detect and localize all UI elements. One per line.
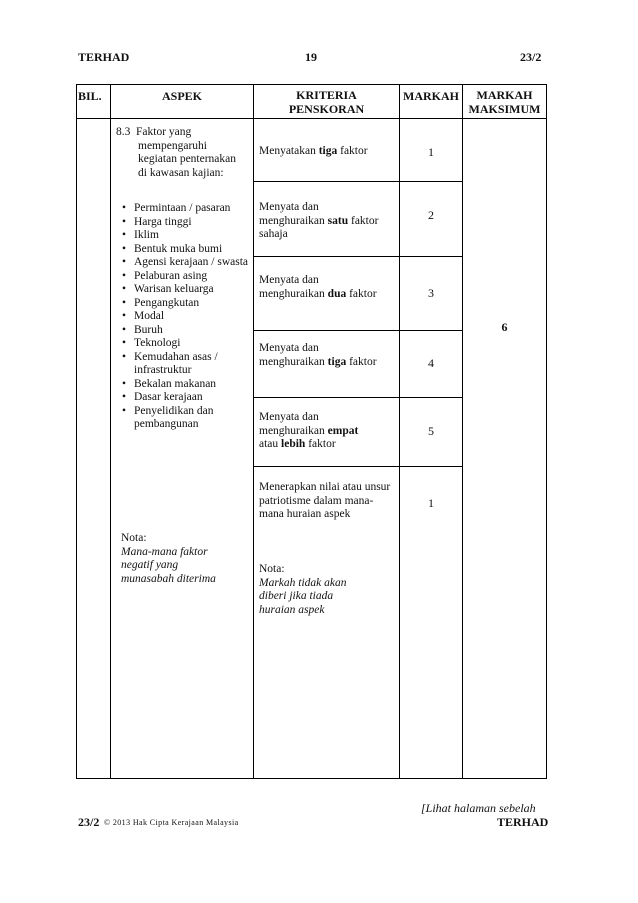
aspek-nota-line: munasabah diterima xyxy=(121,572,216,585)
aspek-title-line: kegiatan penternakan xyxy=(138,153,237,165)
kriteria-nota-line: diberi jika tiada xyxy=(259,590,334,602)
table-border-top xyxy=(76,84,547,85)
th-aspek: ASPEK xyxy=(161,89,202,103)
aspek-title-line: di kawasan kajian: xyxy=(138,166,224,179)
kriteria-nota-line: Markah tidak akan xyxy=(259,576,347,589)
col-divider-markah xyxy=(462,84,463,779)
kriteria-text: faktor xyxy=(346,355,377,368)
list-item: • Kemudahan asas / infrastruktur xyxy=(120,351,250,378)
th-kriteria-line1: KRITERIA xyxy=(296,88,357,102)
footer-lihat: [Lihat halaman sebelah xyxy=(421,801,536,815)
list-item: • Penyelidikan dan pembangunan xyxy=(120,405,250,432)
kriteria-text: Menyata dan menghuraikan xyxy=(259,411,328,437)
list-item: • Pelaburan asing xyxy=(120,270,250,284)
th-markah-maksimum xyxy=(463,88,546,116)
footer-code: 23/2 xyxy=(78,815,100,829)
kriteria-text: Menyata dan menghuraikan xyxy=(259,342,328,368)
table-border-bottom xyxy=(76,778,547,779)
th-bil: BIL. xyxy=(78,89,102,103)
markah-4: 4 xyxy=(428,356,434,370)
kriteria-text: atau xyxy=(259,438,282,450)
list-item: • Agensi kerajaan / swasta xyxy=(120,256,250,270)
kriteria-2 xyxy=(259,201,379,242)
col-divider-aspek xyxy=(253,84,254,779)
table-border-left xyxy=(76,84,77,779)
kriteria-text: faktor xyxy=(346,287,377,300)
markah-3: 3 xyxy=(428,286,434,300)
kriteria-4 xyxy=(259,342,379,369)
list-item: • Harga tinggi xyxy=(120,216,250,230)
kriteria-bold: lebih xyxy=(281,438,306,450)
header-divider xyxy=(76,118,547,119)
list-item: • Iklim xyxy=(120,229,250,243)
footer-copyright: © 2013 Hak Cipta Kerajaan Malaysia xyxy=(104,818,239,827)
kriteria-bold: satu xyxy=(327,214,349,227)
aspek-nota-label: Nota: xyxy=(121,532,147,544)
list-item: • Modal xyxy=(120,310,250,324)
kriteria-bold: empat xyxy=(327,424,359,437)
th-maksimum-line2: MAKSIMUM xyxy=(468,102,541,116)
list-item: • Permintaan / pasaran xyxy=(120,202,250,216)
kriteria-text: faktor xyxy=(337,145,368,157)
factor-list xyxy=(120,202,250,432)
aspek-nota-line: negatif yang xyxy=(121,559,179,571)
page-number: 19 xyxy=(305,50,317,64)
kriteria-text: Menyata dan menghuraikan xyxy=(259,201,328,227)
markah-6: 1 xyxy=(428,496,434,510)
th-kriteria xyxy=(254,88,399,116)
kriteria-text: Menyata dan menghuraikan xyxy=(259,274,328,300)
list-item: • Buruh xyxy=(120,324,250,338)
row-divider xyxy=(253,330,463,331)
markah-1: 1 xyxy=(428,145,434,159)
kriteria-3 xyxy=(259,274,379,301)
markah-2: 2 xyxy=(428,208,434,222)
th-markah: MARKAH xyxy=(403,89,459,103)
th-kriteria-line2: PENSKORAN xyxy=(288,102,365,116)
list-item: • Bentuk muka bumi xyxy=(120,243,250,257)
kriteria-5 xyxy=(259,411,379,452)
kriteria-text: Menerapkan nilai atau unsur patriotisme dalam mana-mana huraian aspek xyxy=(259,481,391,520)
row-divider xyxy=(253,466,463,467)
kriteria-text: Menyatakan xyxy=(259,145,319,157)
aspek-nota xyxy=(121,532,251,586)
kriteria-bold: tiga xyxy=(327,355,347,368)
table-border-right xyxy=(546,84,547,779)
list-item: • Bekalan makanan xyxy=(120,378,250,392)
list-item: • Dasar kerajaan xyxy=(120,391,250,405)
kriteria-text: faktor sahaja xyxy=(259,214,379,240)
aspek-title-line: Faktor yang xyxy=(136,126,192,138)
paper-code: 23/2 xyxy=(520,50,542,64)
header-terhad: TERHAD xyxy=(78,50,130,64)
kriteria-nota-line: huraian aspek xyxy=(259,603,325,616)
list-item: • Warisan keluarga xyxy=(120,283,250,297)
markah-5: 5 xyxy=(428,424,434,438)
aspek-title-line: mempengaruhi xyxy=(138,139,207,152)
kriteria-bold: tiga xyxy=(318,145,338,157)
kriteria-6 xyxy=(259,481,395,522)
th-maksimum-line1: MARKAH xyxy=(476,88,533,102)
row-divider xyxy=(253,397,463,398)
kriteria-1 xyxy=(259,145,397,159)
kriteria-bold: dua xyxy=(327,287,347,300)
row-divider xyxy=(253,256,463,257)
col-divider-bil xyxy=(110,84,111,779)
markah-maksimum-value: 6 xyxy=(501,320,508,334)
aspek-title xyxy=(136,126,254,180)
list-item: • Pengangkutan xyxy=(120,297,250,311)
aspek-nota-line: Mana-mana faktor xyxy=(121,545,208,558)
aspek-number: 8.3 xyxy=(116,126,131,138)
kriteria-text: faktor xyxy=(305,438,336,450)
footer-terhad: TERHAD xyxy=(497,815,549,829)
row-divider xyxy=(253,181,463,182)
kriteria-nota-label: Nota: xyxy=(259,563,285,575)
kriteria-nota xyxy=(259,563,397,617)
list-item: • Teknologi xyxy=(120,337,250,351)
